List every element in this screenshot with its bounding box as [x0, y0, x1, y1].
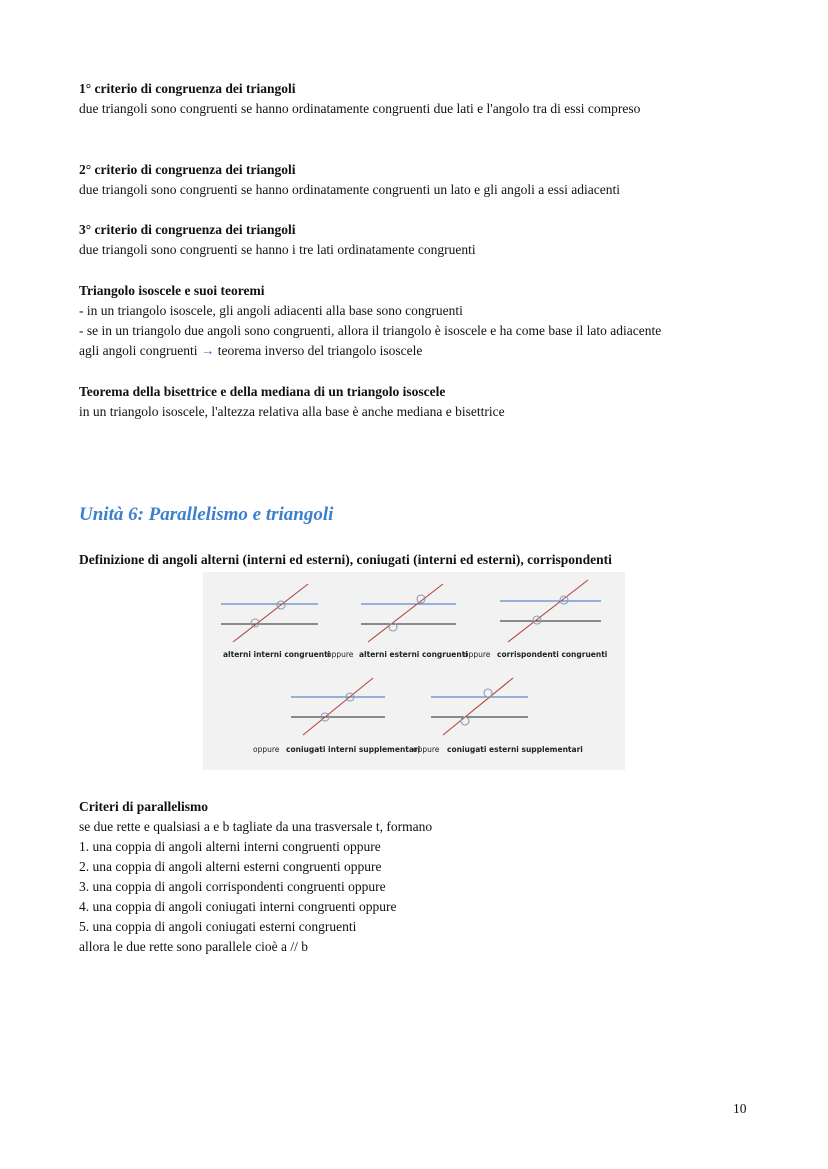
figure-label: oppure — [464, 650, 491, 659]
section-title: 3° criterio di congruenza dei triangoli — [79, 222, 296, 237]
right-arrow-icon: → — [200, 343, 215, 358]
section-criterion-3 — [79, 220, 759, 260]
section-text-with-arrow — [79, 341, 759, 361]
definition-section — [79, 550, 759, 570]
figure-label: alterni esterni congruenti — [359, 650, 468, 659]
page-number: 10 — [733, 1101, 747, 1116]
criteria-conclusion: allora le due rette sono parallele cioè a // b — [79, 939, 309, 954]
criteria-item: 1. una coppia di angoli alterni interni congruenti oppure — [79, 839, 381, 854]
unit-heading: Unità 6: Parallelismo e triangoli — [79, 504, 334, 525]
criteria-section — [79, 797, 759, 957]
section-text: due triangoli sono congruenti se hanno i tre lati ordinatamente congruenti — [79, 242, 476, 257]
figure-label: oppure — [413, 745, 440, 754]
section-title: 2° criterio di congruenza dei triangoli — [79, 162, 296, 177]
section-text: - in un triangolo isoscele, gli angoli adiacenti alla base sono congruenti — [79, 303, 463, 318]
figure-label: coniugati interni supplementari — [286, 745, 421, 754]
section-title: 1° criterio di congruenza dei triangoli — [79, 81, 296, 96]
figure-label: coniugati esterni supplementari — [447, 745, 583, 754]
section-criterion-2 — [79, 160, 759, 200]
diagram-corrispondenti — [500, 580, 601, 642]
figure-label: oppure — [253, 745, 280, 754]
criteria-intro: se due rette e qualsiasi a e b tagliate da una trasversale t, formano — [79, 819, 433, 834]
section-isosceles — [79, 281, 759, 361]
figure-label: oppure — [327, 650, 354, 659]
section-criterion-1 — [79, 79, 759, 119]
section-text: - se in un triangolo due angoli sono congruenti, allora il triangolo è isoscele e ha come base il lato adiacente — [79, 323, 662, 338]
angles-figure — [203, 572, 625, 770]
criteria-title: Criteri di parallelismo — [79, 799, 208, 814]
section-bisector — [79, 382, 759, 422]
diagram-coniugati-esterni — [431, 678, 528, 735]
criteria-item: 4. una coppia di angoli coniugati interni congruenti oppure — [79, 899, 397, 914]
criteria-item: 5. una coppia di angoli coniugati esterni congruenti — [79, 919, 357, 934]
section-text: in un triangolo isoscele, l'altezza relativa alla base è anche mediana e bisettrice — [79, 404, 505, 419]
section-text: due triangoli sono congruenti se hanno ordinatamente congruenti un lato e gli angoli a essi adiacenti — [79, 182, 620, 197]
figure-label: corrispondenti congruenti — [497, 650, 608, 659]
criteria-item: 3. una coppia di angoli corrispondenti congruenti oppure — [79, 879, 386, 894]
figure-label: alterni interni congruenti — [223, 650, 331, 659]
diagram-coniugati-interni — [291, 678, 385, 735]
section-text: teorema inverso del triangolo isoscele — [217, 343, 423, 358]
section-text: due triangoli sono congruenti se hanno ordinatamente congruenti due lati e l'angolo tra di essi compreso — [79, 101, 641, 116]
diagram-alterni-esterni — [361, 584, 456, 642]
diagram-alterni-interni — [221, 584, 318, 642]
section-title: Teorema della bisettrice e della mediana di un triangolo isoscele — [79, 384, 446, 399]
section-title: Triangolo isoscele e suoi teoremi — [79, 283, 265, 298]
angles-diagram — [203, 572, 625, 770]
criteria-item: 2. una coppia di angoli alterni esterni congruenti oppure — [79, 859, 382, 874]
definition-title: Definizione di angoli alterni (interni ed esterni), coniugati (interni ed esterni), corrispondenti — [79, 552, 612, 567]
section-text: agli angoli congruenti — [79, 343, 198, 358]
